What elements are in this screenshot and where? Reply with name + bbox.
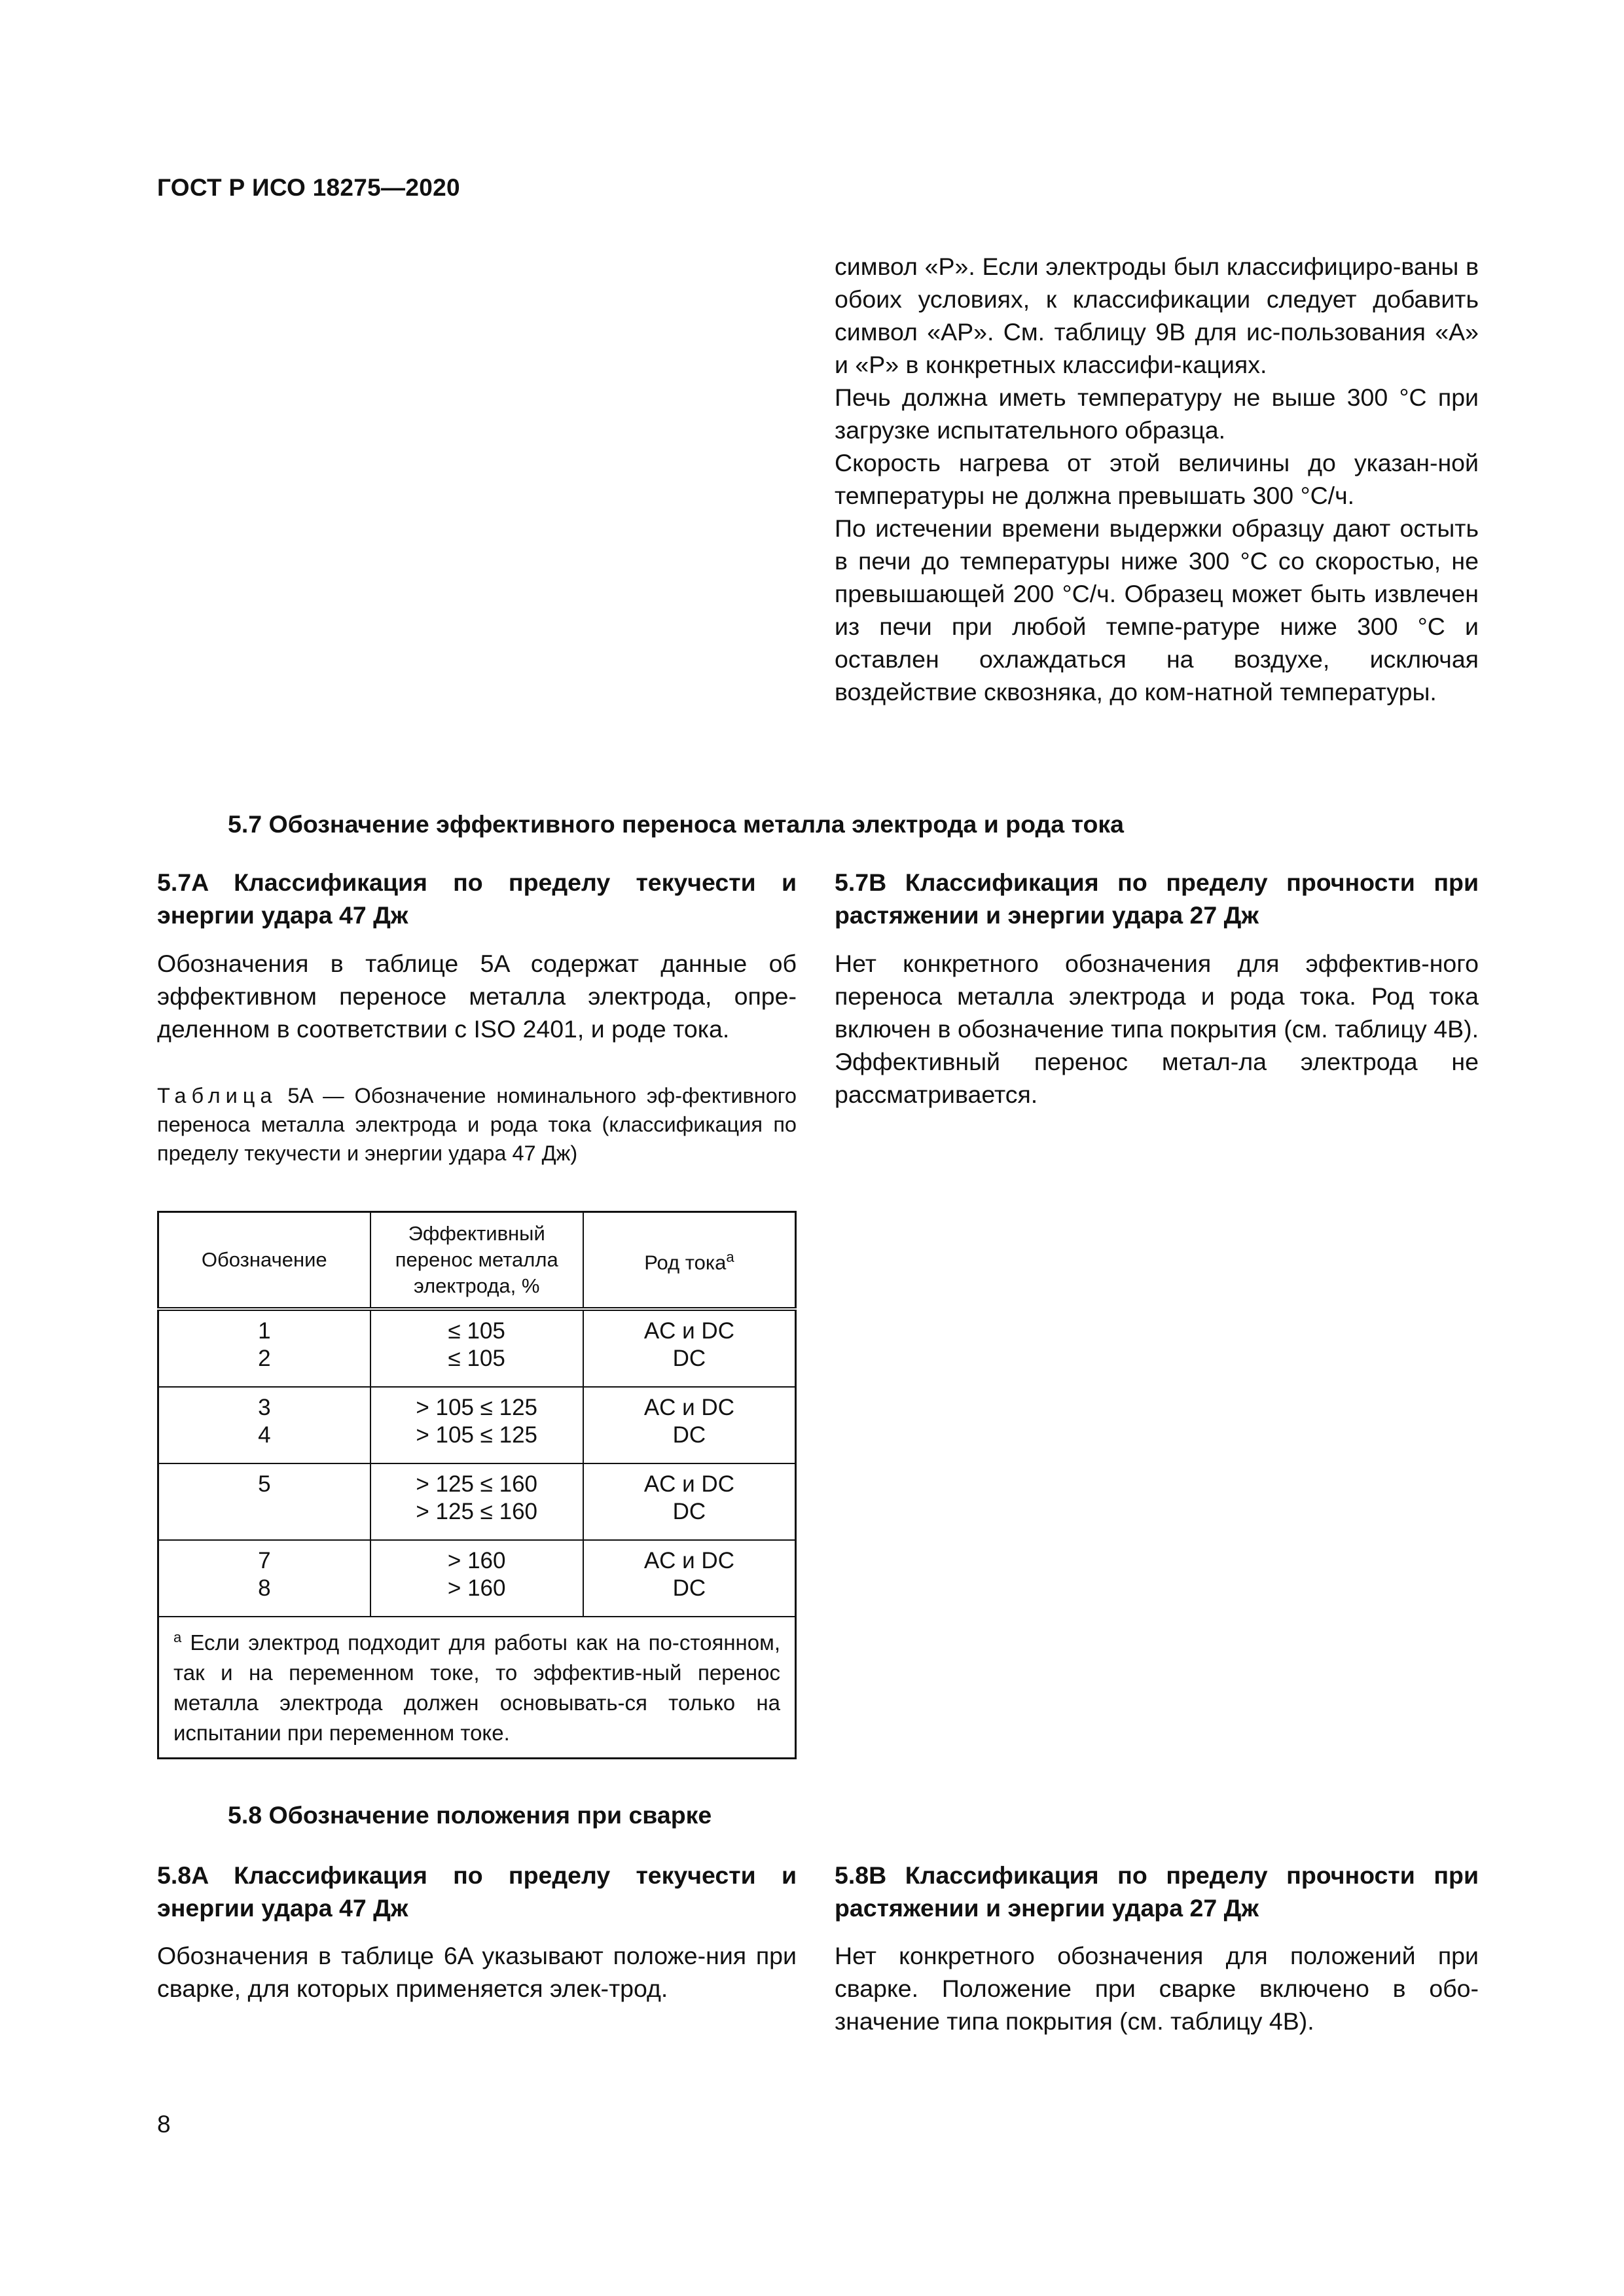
subsection-body-5-7a: Обозначения в таблице 5A содержат данные об эффективном переносе металла электрода, опре-деленном в соответствии с ISO 2401, и роде тока. bbox=[157, 950, 797, 1043]
table-caption-5a bbox=[157, 1081, 797, 1168]
cell-line: DC bbox=[672, 1499, 706, 1524]
cell-line: 2 bbox=[258, 1346, 271, 1371]
cell-line: ≤ 105 bbox=[448, 1346, 505, 1371]
subsection-heading-5-8a: 5.8A Классификация по пределу текучести и энергии удара 47 Дж bbox=[157, 1861, 797, 1922]
transfer-cell bbox=[370, 1540, 583, 1617]
subsection-heading-5-7a: 5.7A Классификация по пределу текучести и энергии удара 47 Дж bbox=[157, 869, 797, 929]
table-caption-prefix: Таблица bbox=[157, 1084, 278, 1107]
cell-line: DC bbox=[672, 1575, 706, 1601]
cell-line: > 125 ≤ 160 bbox=[416, 1471, 538, 1497]
cell-line: AC и DC bbox=[643, 1548, 734, 1573]
table-5a bbox=[157, 1211, 797, 1759]
cell-line: 3 bbox=[258, 1395, 271, 1420]
designation-cell bbox=[158, 1309, 370, 1387]
table-row bbox=[158, 1309, 796, 1387]
cell-line: > 125 ≤ 160 bbox=[416, 1499, 538, 1524]
subsection-heading-5-8b: 5.8B Классификация по пределу прочности при растяжении и энергии удара 27 Дж bbox=[835, 1861, 1479, 1922]
cell-line: > 160 bbox=[447, 1575, 506, 1601]
cell-line: DC bbox=[672, 1422, 706, 1448]
header-designation: Обозначение bbox=[158, 1212, 370, 1310]
footnote-marker: a bbox=[173, 1629, 182, 1645]
cell-line: 8 bbox=[258, 1575, 271, 1601]
cell-line: AC и DC bbox=[643, 1471, 734, 1497]
table-header-row bbox=[158, 1212, 796, 1310]
paragraph: Печь должна иметь температуру не выше 300 °С при загрузке испытательного образца. bbox=[835, 384, 1479, 444]
table-caption-text: 5A — Обозначение номинального эф-фективного переноса металла электрода и рода тока (классификация по пределу текучести и энергии удара 47 Дж) bbox=[157, 1084, 797, 1165]
transfer-cell bbox=[370, 1309, 583, 1387]
cell-line: 5 bbox=[258, 1471, 271, 1497]
paragraph: По истечении времени выдержки образцу дают остыть в печи до температуры ниже 300 °С со скоростью, не превышающей 200 °С/ч. Образец может быть извлечен из печи при любой темпе-ратуре ниже 300 °С и оставлен охлаждаться на воздухе, исключая воздействие сквозняка, до ком-натной температуры. bbox=[835, 514, 1479, 706]
footnote-marker: a bbox=[726, 1248, 734, 1265]
header-transfer: Эффективный перенос металла электрода, % bbox=[370, 1212, 583, 1310]
top-right-text-block bbox=[835, 250, 1479, 708]
transfer-cell bbox=[370, 1463, 583, 1540]
cell-line: 4 bbox=[258, 1422, 271, 1448]
cell-line: DC bbox=[672, 1346, 706, 1371]
document-header-title: ГОСТ Р ИСО 18275—2020 bbox=[157, 174, 460, 201]
transfer-cell bbox=[370, 1387, 583, 1463]
subsection-heading-5-7b: 5.7B Классификация по пределу прочности при растяжении и энергии удара 27 Дж bbox=[835, 869, 1479, 929]
designation-cell bbox=[158, 1463, 370, 1540]
current-cell bbox=[583, 1540, 796, 1617]
table-row bbox=[158, 1540, 796, 1617]
cell-line: > 160 bbox=[447, 1548, 506, 1573]
subsection-body-5-7b: Нет конкретного обозначения для эффектив-ного переноса металла электрода и рода тока. Род тока включен в обозначение типа покрытия (см. таблицу 4B). Эффективный перенос метал-ла электрода не рассматривается. bbox=[835, 950, 1479, 1108]
current-cell bbox=[583, 1309, 796, 1387]
table-footnote-row bbox=[158, 1617, 796, 1759]
designation-cell bbox=[158, 1387, 370, 1463]
page-number: 8 bbox=[157, 2111, 171, 2138]
section-heading-5-7: 5.7 Обозначение эффективного переноса металла электрода и рода тока bbox=[228, 810, 1124, 838]
cell-line: 1 bbox=[258, 1318, 271, 1344]
current-cell bbox=[583, 1387, 796, 1463]
cell-line: ≤ 105 bbox=[448, 1318, 505, 1344]
cell-line: 7 bbox=[258, 1548, 271, 1573]
cell-line: > 105 ≤ 125 bbox=[416, 1395, 538, 1420]
designation-cell bbox=[158, 1540, 370, 1617]
paragraph: символ «P». Если электроды был классифициро-ваны в обоих условиях, к классификации следует добавить символ «AP». См. таблицу 9B для ис-пользования «A» и «P» в конкретных классифи-кациях. bbox=[835, 253, 1479, 378]
header-current-label: Род тока bbox=[644, 1251, 727, 1274]
paragraph: Скорость нагрева от этой величины до указан-ной температуры не должна превышать 300 °С/ч. bbox=[835, 449, 1479, 509]
cell-line: AC и DC bbox=[643, 1318, 734, 1344]
cell-line: > 105 ≤ 125 bbox=[416, 1422, 538, 1448]
subsection-body-5-8a: Обозначения в таблице 6A указывают положе-ния при сварке, для которых применяется элек-трод. bbox=[157, 1942, 797, 2002]
subsection-body-5-8b: Нет конкретного обозначения для положений при сварке. Положение при сварке включено в обо-значение типа покрытия (см. таблицу 4B). bbox=[835, 1942, 1479, 2035]
current-cell bbox=[583, 1463, 796, 1540]
table-row bbox=[158, 1463, 796, 1540]
section-heading-5-8: 5.8 Обозначение положения при сварке bbox=[228, 1801, 712, 1829]
cell-line: AC и DC bbox=[643, 1395, 734, 1420]
footnote-text: Если электрод подходит для работы как на по-стоянном, так и на переменном токе, то эффектив-ный перенос металла электрода должен основывать-ся только на испытании при переменном токе. bbox=[173, 1630, 780, 1745]
table-footnote bbox=[158, 1617, 796, 1759]
table-row bbox=[158, 1387, 796, 1463]
header-current bbox=[583, 1212, 796, 1310]
